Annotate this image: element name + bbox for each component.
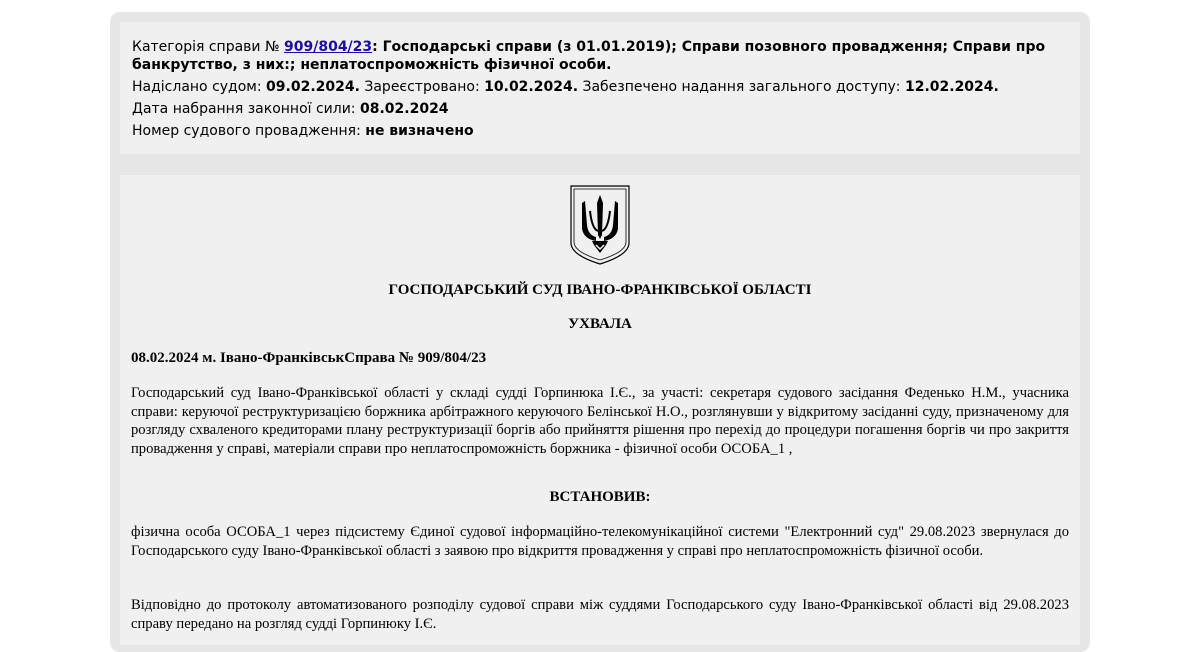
registered-date: 10.02.2024. (484, 79, 579, 95)
document-body (120, 175, 1080, 645)
paragraph-distribution: Відповідно до протоколу автоматизованого розподілу судової справи між суддями Господарського суду Івано-Франківської області від 29.08.2023 справу передано на розгляд судді Горпинюку І.Є. (131, 597, 1069, 632)
effective-date: 08.02.2024 (359, 101, 449, 117)
document-type: УХВАЛА (568, 316, 632, 332)
proceeding-number-line (132, 122, 1068, 140)
proceeding-value: не визначено (365, 123, 474, 139)
effective-date-line (132, 100, 1068, 118)
category-value: : Господарські справи (з 01.01.2019); Справи позовного провадження; Справи про банкрутство, з них:; неплатоспроможність фізичної особи. (132, 39, 1046, 73)
established-heading: ВСТАНОВИВ: (549, 489, 651, 505)
intro-paragraph: Господарський суд Івано-Франківської області у складі судді Горпинюка І.Є., за участі: секретаря судового засідання Феденько Н.М., учасника справи: керуючої реструктуризацією боржника арбітражного керуючого Белінської Н.О., розглянувши у відкритому засіданні суду, призначеному для розгляду схваленого кредиторами плану реструктуризації боргів або прийняття рішення про перехід до процедури погашення боргів чи про закриття провадження у справі, матеріали справи про неплатоспроможність боржника - фізичної особи ОСОБА_1 , (131, 385, 1069, 457)
court-name: ГОСПОДАРСЬКИЙ СУД ІВАНО-ФРАНКІВСЬКОЇ ОБЛАСТІ (388, 282, 812, 298)
access-label: Забезпечено надання загального доступу: (582, 79, 901, 95)
case-category-line (132, 38, 1068, 74)
case-number-link[interactable]: 909/804/23 (284, 39, 373, 55)
page-container (110, 12, 1090, 652)
sent-date: 09.02.2024. (266, 79, 360, 95)
access-date: 12.02.2024. (904, 79, 999, 95)
paragraph-filing: фізична особа ОСОБА_1 через підсистему Єдиної судової інформаційно-телекомунікаційної системи "Електронний суд" 29.08.2023 звернулася до Господарського суду Івано-Франківської області з заявою про відкриття провадження у справі про неплатоспроможність фізичної особи. (131, 524, 1069, 559)
case-metadata-panel (120, 22, 1080, 154)
sent-label: Надіслано судом: (132, 79, 262, 95)
date-and-case-line: 08.02.2024 м. Івано-ФранківськСправа № 909/804/23 (131, 350, 487, 366)
category-label: Категорія справи № (132, 39, 280, 55)
dates-line (132, 78, 1068, 96)
proceeding-label: Номер судового провадження: (132, 123, 361, 139)
registered-label: Зареєстровано: (364, 79, 480, 95)
effective-label: Дата набрання законної сили: (132, 101, 356, 117)
coat-of-arms-icon (570, 185, 630, 265)
